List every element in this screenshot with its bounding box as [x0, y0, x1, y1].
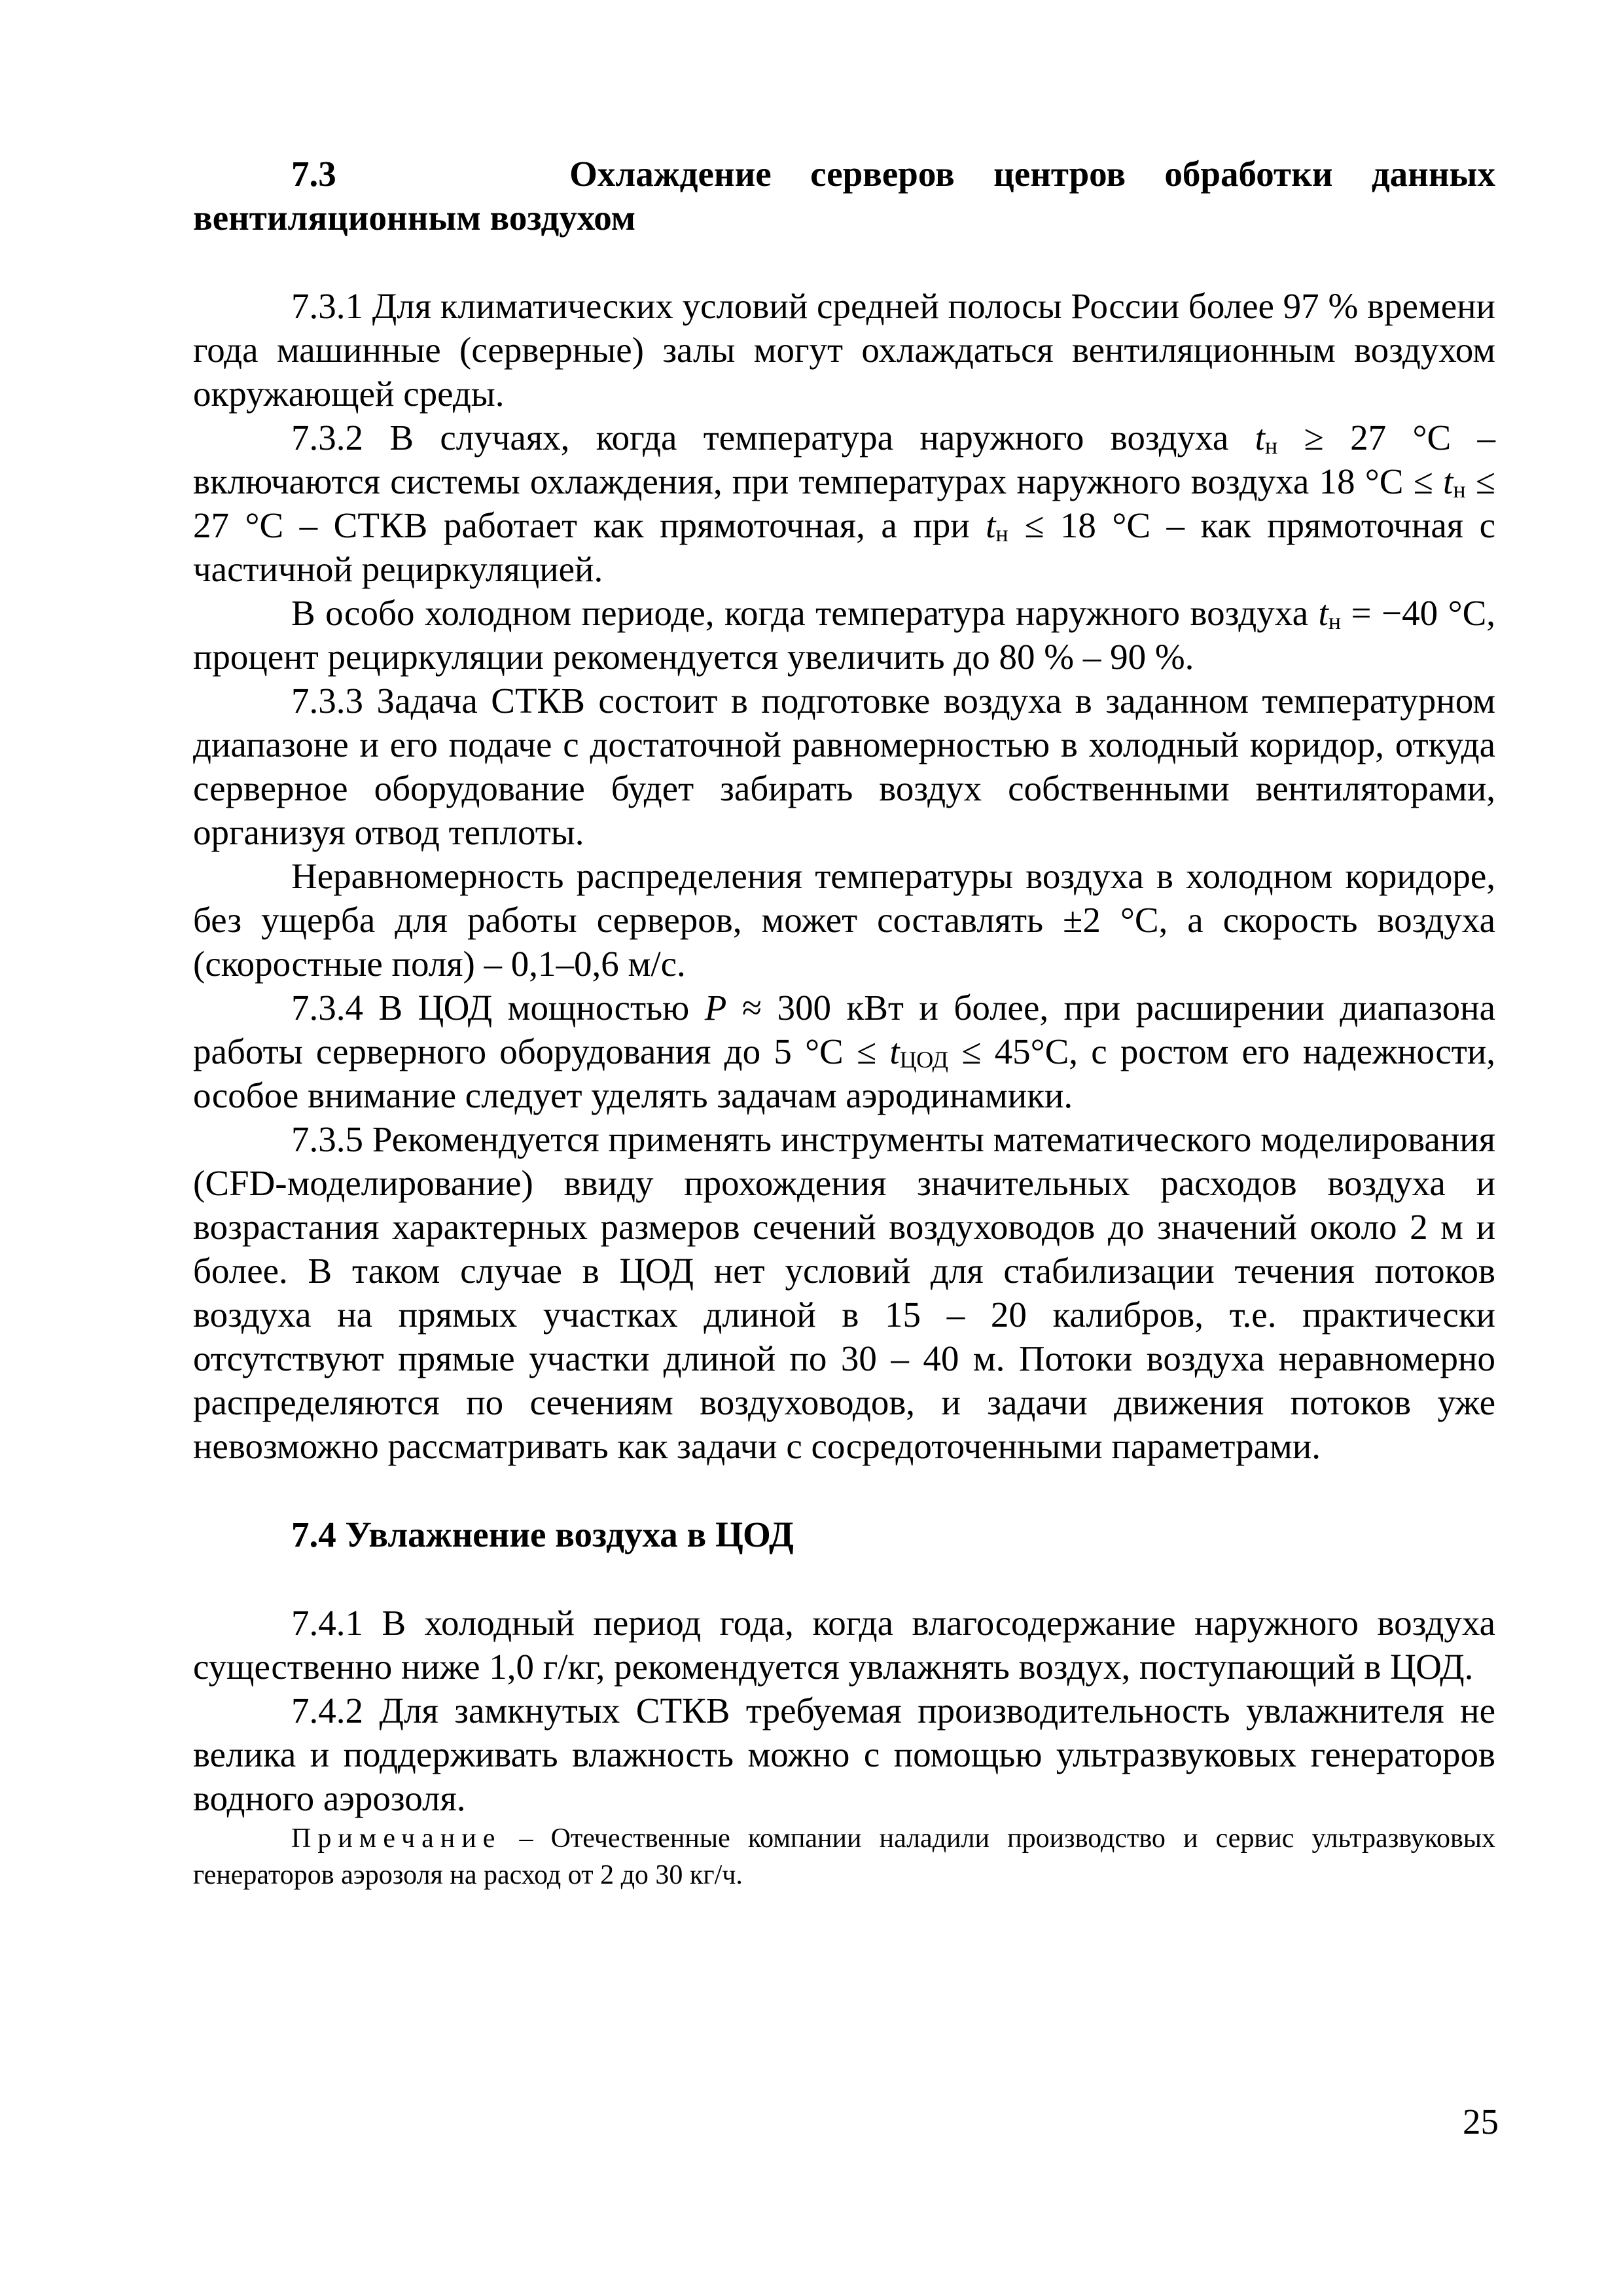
note — [193, 1820, 1495, 1893]
section-7-3-title-line1: Охлаждение серверов центров обработки данных — [569, 154, 1495, 194]
section-7-3-number: 7.3 — [291, 154, 336, 194]
section-7-3-heading — [193, 152, 1495, 196]
note-text: – Отечественные компании наладили производство и сервис ультразвуковых генераторов аэрозоля на расход от 2 до 30 кг/ч. — [193, 1823, 1495, 1890]
note-label: Примечание — [291, 1823, 502, 1854]
paragraph-unevenness: Неравномерность распределения температуры воздуха в холодном коридоре, без ущерба для работы серверов, может составлять ±2 °С, а скорость воздуха (скоростные поля) – 0,1–0,6 м/с. — [193, 856, 1495, 984]
paragraph-7-3-2: 7.3.2 В случаях, когда температура наружного воздуха $t_н \ge 27$ °С – включаются системы охлаждения, при температурах наружного воздуха 18 $^\circ С \le t_н \le 27$ °С – СТКВ работает как прямоточная, а при $t_н \le 18$ °С – как прямоточная с частичной рециркуляцией. — [193, 418, 1495, 589]
page-content — [193, 152, 1495, 1893]
paragraph-7-4-2: 7.4.2 Для замкнутых СТКВ требуемая производительность увлажнителя не велика и поддерживать влажность можно с помощью ультразвуковых генераторов водного аэрозоля. — [193, 1691, 1495, 1818]
section-7-3-title-line2: вентиляционным воздухом — [193, 198, 636, 238]
page-number: 25 — [1463, 2102, 1499, 2142]
paragraph-7-3-4: 7.3.4 В ЦОД мощностью Р ≈ 300 кВт и более, при расширении диапазона работы серверного оборудования до 5 $^\circ С \le t_{ЦОД} \le 45^\circ С$, с ростом его надежности, особое внимание следует уделять задачам аэродинамики. — [193, 988, 1495, 1115]
section-7-4-heading: 7.4 Увлажнение воздуха в ЦОД — [291, 1515, 794, 1554]
paragraph-7-3-5: 7.3.5 Рекомендуется применять инструменты математического моделирования (CFD-моделирование) ввиду прохождения значительных расходов воздуха и возрастания характерных размеров сечений воздуховодов до значений около 2 м и более. В таком случае в ЦОД нет условий для стабилизации течения потоков воздуха на прямых участках длиной в 15 – 20 калибров, т.е. практически отсутствуют прямые участки длиной по 30 – 40 м. Потоки воздуха неравномерно распределяются по сечениям воздуховодов, и задачи движения потоков уже невозможно рассматривать как задачи с сосредоточенными параметрами. — [193, 1119, 1495, 1466]
paragraph-7-3-1: 7.3.1 Для климатических условий средней полосы России более 97 % времени года машинные (серверные) залы могут охлаждаться вентиляционным воздухом окружающей среды. — [193, 286, 1495, 414]
paragraph-7-3-3: 7.3.3 Задача СТКВ состоит в подготовке воздуха в заданном температурном диапазоне и его подаче с достаточной равномерностью в холодный коридор, откуда серверное оборудование будет забирать воздух собственными вентиляторами, организуя отвод теплоты. — [193, 681, 1495, 852]
paragraph-cold-period: В особо холодном периоде, когда температура наружного воздуха $t_н = -40$ °С, процент рециркуляции рекомендуется увеличить до 80 % – 90 %. — [193, 593, 1496, 677]
paragraph-7-4-1: 7.4.1 В холодный период года, когда влагосодержание наружного воздуха существенно ниже 1,0 г/кг, рекомендуется увлажнять воздух, поступающий в ЦОД. — [193, 1603, 1495, 1687]
